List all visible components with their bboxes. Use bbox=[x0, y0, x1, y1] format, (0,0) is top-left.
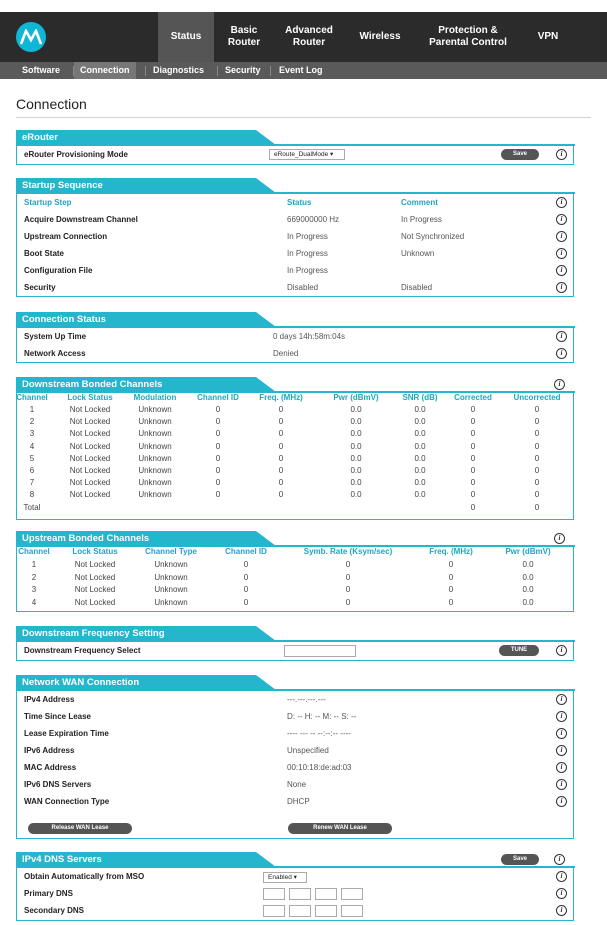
downstream-cell: 0 bbox=[215, 478, 221, 488]
downstream-cell: Not Locked bbox=[69, 453, 111, 463]
startup-comment: Disabled bbox=[401, 283, 433, 292]
info-icon[interactable]: i bbox=[554, 854, 565, 865]
downstream-cell: 0 bbox=[278, 453, 284, 463]
startup-status: In Progress bbox=[287, 232, 328, 241]
info-icon[interactable]: i bbox=[556, 796, 567, 807]
downstream-cell: 0 bbox=[534, 490, 540, 500]
table-row bbox=[17, 709, 575, 724]
downstream-total-cell: Total bbox=[23, 502, 41, 512]
info-icon[interactable]: i bbox=[554, 533, 565, 544]
erouter-section bbox=[16, 132, 574, 165]
wan-label: IPv6 DNS Servers bbox=[24, 780, 92, 789]
downstream-cell: 0 bbox=[215, 441, 221, 451]
downstream-cell: 0 bbox=[534, 453, 540, 463]
column-header: Startup Step bbox=[24, 198, 72, 207]
info-icon[interactable]: i bbox=[556, 149, 567, 160]
table-row bbox=[17, 692, 575, 707]
downstream-cell: 0 bbox=[215, 417, 221, 427]
wan-value: Unspecified bbox=[287, 746, 329, 755]
upstream-bonded-channels-section bbox=[16, 533, 574, 612]
system-up-time-label: System Up Time bbox=[24, 332, 87, 341]
table-row bbox=[17, 794, 575, 809]
downstream-cell: 0.0 bbox=[350, 490, 362, 500]
startup-sequence-section bbox=[16, 180, 574, 297]
downstream-cell: Not Locked bbox=[69, 429, 111, 439]
downstream-cell: 0 bbox=[215, 466, 221, 475]
downstream-cell: Unknown bbox=[138, 490, 172, 500]
info-icon[interactable]: i bbox=[556, 265, 567, 276]
section-title: Upstream Bonded Channels bbox=[22, 533, 150, 544]
title-divider bbox=[16, 117, 591, 118]
upstream-column-header: Freq. (MHz) bbox=[429, 547, 473, 556]
info-icon[interactable]: i bbox=[556, 779, 567, 790]
upstream-cell: 4 bbox=[31, 597, 37, 607]
downstream-column-header: Modulation bbox=[133, 393, 177, 402]
info-icon[interactable]: i bbox=[556, 762, 567, 773]
startup-comment: Unknown bbox=[401, 249, 435, 258]
downstream-cell: 0.0 bbox=[350, 466, 362, 475]
subtab-divider bbox=[217, 66, 218, 76]
secondary-dns-octet-input[interactable] bbox=[315, 905, 337, 917]
downstream-column-header: Freq. (MHz) bbox=[259, 393, 303, 402]
upstream-cell: 0 bbox=[448, 572, 454, 582]
startup-step: Configuration File bbox=[24, 266, 93, 275]
tab-status[interactable]: Status bbox=[158, 12, 214, 62]
upstream-column-header: Channel Type bbox=[145, 547, 197, 556]
downstream-cell: 0 bbox=[215, 405, 221, 414]
downstream-cell: 0 bbox=[278, 417, 284, 427]
table-row bbox=[17, 903, 575, 918]
downstream-cell: 0 bbox=[278, 405, 284, 414]
downstream-cell: Not Locked bbox=[69, 417, 111, 427]
upstream-column-header: Channel ID bbox=[225, 547, 267, 556]
downstream-cell: 4 bbox=[29, 441, 35, 451]
section-header bbox=[16, 312, 575, 327]
downstream-cell: 0.0 bbox=[414, 478, 426, 488]
downstream-cell: 0.0 bbox=[350, 478, 362, 488]
section-title: eRouter bbox=[22, 132, 58, 143]
downstream-cell: Unknown bbox=[138, 429, 172, 439]
downstream-cell: 0 bbox=[470, 478, 476, 488]
downstream-cell: 0 bbox=[534, 429, 540, 439]
downstream-cell: 7 bbox=[29, 478, 35, 488]
info-icon[interactable]: i bbox=[556, 197, 567, 208]
downstream-cell: Unknown bbox=[138, 417, 172, 427]
tab-basic-router[interactable]: Basic Router bbox=[227, 25, 261, 48]
upstream-cell: 0.0 bbox=[522, 560, 534, 569]
primary-dns-label: Primary DNS bbox=[24, 889, 73, 898]
upstream-column-header: Lock Status bbox=[72, 547, 118, 556]
section-header bbox=[16, 178, 575, 193]
secondary-dns-octet-input[interactable] bbox=[263, 905, 285, 917]
downstream-cell: 0 bbox=[278, 466, 284, 475]
wan-label: Lease Expiration Time bbox=[24, 729, 109, 738]
info-icon[interactable]: i bbox=[556, 282, 567, 293]
info-icon[interactable]: i bbox=[556, 905, 567, 916]
erouter-save-button[interactable]: Save bbox=[501, 149, 539, 160]
upstream-cell: Not Locked bbox=[74, 572, 116, 582]
tab-protection-parental-control[interactable]: Protection & Parental Control bbox=[429, 25, 507, 48]
downstream-cell: 0.0 bbox=[350, 429, 362, 439]
downstream-total-cell: 0 bbox=[470, 502, 476, 512]
motorola-logo-icon[interactable] bbox=[16, 22, 46, 52]
upstream-column-header: Symb. Rate (Ksym/sec) bbox=[303, 547, 393, 556]
tab-vpn[interactable]: VPN bbox=[537, 31, 559, 42]
downstream-column-header: Pwr (dBmV) bbox=[333, 393, 379, 402]
downstream-frequency-input[interactable] bbox=[284, 645, 356, 657]
startup-comment: In Progress bbox=[401, 215, 442, 224]
info-icon[interactable]: i bbox=[556, 711, 567, 722]
info-icon[interactable]: i bbox=[554, 379, 565, 390]
downstream-cell: Unknown bbox=[138, 466, 172, 475]
downstream-cell: 0.0 bbox=[350, 417, 362, 427]
upstream-cell: 0.0 bbox=[522, 585, 534, 594]
downstream-cell: 0.0 bbox=[350, 405, 362, 414]
secondary-dns-label: Secondary DNS bbox=[24, 906, 85, 915]
upstream-cell: Not Locked bbox=[74, 597, 116, 607]
section-header bbox=[16, 852, 575, 867]
info-icon[interactable]: i bbox=[556, 331, 567, 342]
column-header: Status bbox=[287, 198, 312, 207]
downstream-column-header: SNR (dB) bbox=[402, 393, 438, 402]
info-icon[interactable]: i bbox=[556, 888, 567, 899]
downstream-cell: 0 bbox=[278, 441, 284, 451]
downstream-cell: 0 bbox=[470, 429, 476, 439]
renew-wan-lease-button[interactable]: Renew WAN Lease bbox=[288, 823, 392, 834]
subtab-connection[interactable]: Connection bbox=[74, 62, 136, 79]
upstream-cell: 0 bbox=[243, 572, 249, 582]
subtab-divider bbox=[270, 66, 271, 76]
info-icon[interactable]: i bbox=[556, 231, 567, 242]
subtab-software[interactable]: Software bbox=[22, 65, 61, 75]
upstream-cell: Unknown bbox=[154, 597, 188, 607]
downstream-cell: 0 bbox=[470, 453, 476, 463]
downstream-cell: 0.0 bbox=[414, 417, 426, 427]
downstream-cell: 0 bbox=[534, 478, 540, 488]
section-title: Downstream Bonded Channels bbox=[22, 379, 163, 390]
connection-status-section bbox=[16, 314, 574, 363]
downstream-cell: 0.0 bbox=[414, 466, 426, 475]
downstream-frequency-section bbox=[16, 628, 574, 661]
secondary-dns-octet-input[interactable] bbox=[341, 905, 363, 917]
primary-dns-octet-input[interactable] bbox=[315, 888, 337, 900]
system-up-time-value: 0 days 14h:58m:04s bbox=[273, 332, 346, 341]
info-icon[interactable]: i bbox=[556, 348, 567, 359]
info-icon[interactable]: i bbox=[556, 745, 567, 756]
info-icon[interactable]: i bbox=[556, 871, 567, 882]
startup-step: Boot State bbox=[24, 249, 64, 258]
startup-step: Security bbox=[24, 283, 56, 292]
upstream-cell: Unknown bbox=[154, 560, 188, 569]
startup-status: Disabled bbox=[287, 283, 319, 292]
downstream-cell: 0 bbox=[278, 478, 284, 488]
info-icon[interactable]: i bbox=[556, 645, 567, 656]
upstream-column-header: Pwr (dBmV) bbox=[505, 547, 551, 556]
section-title: Connection Status bbox=[22, 314, 106, 325]
table-row bbox=[17, 346, 575, 361]
primary-dns-octet-input[interactable] bbox=[263, 888, 285, 900]
downstream-cell: Not Locked bbox=[69, 490, 111, 500]
info-icon[interactable]: i bbox=[556, 248, 567, 259]
downstream-cell: 0 bbox=[278, 429, 284, 439]
network-access-label: Network Access bbox=[24, 349, 86, 358]
downstream-cell: 0 bbox=[215, 453, 221, 463]
wan-value: DHCP bbox=[287, 797, 310, 806]
startup-status: In Progress bbox=[287, 266, 328, 275]
wan-label: Time Since Lease bbox=[24, 712, 91, 721]
downstream-cell: 0 bbox=[470, 417, 476, 427]
table-row bbox=[17, 726, 575, 741]
downstream-cell: 0.0 bbox=[414, 405, 426, 414]
table-row bbox=[17, 869, 575, 884]
wan-label: WAN Connection Type bbox=[24, 797, 110, 806]
upstream-cell: 0 bbox=[243, 585, 249, 594]
downstream-cell: 0.0 bbox=[414, 441, 426, 451]
page-title: Connection bbox=[16, 96, 87, 112]
downstream-cell: Not Locked bbox=[69, 478, 111, 488]
downstream-cell: 0 bbox=[470, 441, 476, 451]
wan-value: ---.---.---.--- bbox=[287, 695, 326, 704]
upstream-cell: 0 bbox=[243, 560, 249, 569]
info-icon[interactable]: i bbox=[556, 694, 567, 705]
table-row bbox=[17, 263, 575, 278]
subtab-divider bbox=[145, 66, 146, 76]
upstream-cell: 0.0 bbox=[522, 572, 534, 582]
section-title: Downstream Frequency Setting bbox=[22, 628, 165, 639]
table-row bbox=[17, 229, 575, 244]
downstream-cell: Unknown bbox=[138, 441, 172, 451]
upstream-cell: 0 bbox=[448, 597, 454, 607]
startup-comment: Not Synchronized bbox=[401, 232, 465, 241]
info-icon[interactable]: i bbox=[556, 728, 567, 739]
ipv4-dns-section bbox=[16, 854, 574, 921]
downstream-cell: 0 bbox=[215, 490, 221, 500]
downstream-cell: Not Locked bbox=[69, 466, 111, 475]
downstream-cell: 8 bbox=[29, 490, 35, 500]
top-nav-bar bbox=[0, 12, 607, 62]
subtab-security[interactable]: Security bbox=[225, 65, 261, 75]
table-row bbox=[17, 329, 575, 344]
downstream-column-header: Channel bbox=[16, 393, 48, 402]
downstream-cell: 0 bbox=[534, 405, 540, 414]
upstream-cell: 0 bbox=[345, 597, 351, 607]
section-title: IPv4 DNS Servers bbox=[22, 854, 102, 865]
section-title: Network WAN Connection bbox=[22, 677, 140, 688]
downstream-cell: 3 bbox=[29, 429, 35, 439]
startup-header-row bbox=[17, 195, 575, 210]
downstream-bonded-channels-section bbox=[16, 379, 574, 520]
tune-button[interactable]: TUNE bbox=[499, 645, 539, 656]
table-row bbox=[17, 212, 575, 227]
downstream-cell: 0.0 bbox=[414, 429, 426, 439]
erouter-provisioning-mode-label: eRouter Provisioning Mode bbox=[24, 150, 129, 159]
wan-label: MAC Address bbox=[24, 763, 77, 772]
wan-value: None bbox=[287, 780, 307, 789]
downstream-cell: Unknown bbox=[138, 478, 172, 488]
startup-status: In Progress bbox=[287, 249, 328, 258]
primary-dns-octet-input[interactable] bbox=[341, 888, 363, 900]
dns-save-button[interactable]: Save bbox=[501, 854, 539, 865]
section-header bbox=[16, 675, 575, 690]
downstream-cell: Unknown bbox=[138, 453, 172, 463]
info-icon[interactable]: i bbox=[556, 214, 567, 225]
table-row bbox=[17, 280, 575, 295]
upstream-cell: 0 bbox=[448, 560, 454, 569]
column-header: Comment bbox=[401, 198, 438, 207]
release-wan-lease-button[interactable]: Release WAN Lease bbox=[28, 823, 132, 834]
table-row bbox=[17, 760, 575, 775]
wan-value: ---- --- -- --:--:-- ---- bbox=[287, 729, 351, 738]
downstream-cell: 0 bbox=[534, 466, 540, 475]
downstream-cell: 2 bbox=[29, 417, 35, 427]
section-header bbox=[16, 531, 575, 546]
downstream-column-header: Lock Status bbox=[67, 393, 113, 402]
upstream-cell: 0.0 bbox=[522, 597, 534, 607]
upstream-cell: 0 bbox=[345, 560, 351, 569]
downstream-frequency-label: Downstream Frequency Select bbox=[24, 646, 141, 655]
network-wan-section bbox=[16, 677, 574, 839]
table-row bbox=[17, 743, 575, 758]
downstream-cell: 0.0 bbox=[414, 490, 426, 500]
tab-wireless[interactable]: Wireless bbox=[359, 31, 401, 42]
upstream-cell: Unknown bbox=[154, 572, 188, 582]
secondary-dns-octet-input[interactable] bbox=[289, 905, 311, 917]
downstream-column-header: Channel ID bbox=[197, 393, 239, 402]
section-header bbox=[16, 626, 575, 641]
upstream-cell: Not Locked bbox=[74, 585, 116, 594]
table-row bbox=[17, 246, 575, 261]
downstream-cell: 0 bbox=[278, 490, 284, 500]
subtab-diagnostics[interactable]: Diagnostics bbox=[153, 65, 205, 75]
downstream-cell: 0 bbox=[470, 466, 476, 475]
downstream-column-header: Uncorrected bbox=[513, 393, 561, 402]
downstream-cell: 0.0 bbox=[414, 453, 426, 463]
downstream-cell: 0 bbox=[215, 429, 221, 439]
network-access-value: Denied bbox=[273, 349, 299, 358]
downstream-cell: Unknown bbox=[138, 405, 172, 414]
startup-status: 669000000 Hz bbox=[287, 215, 340, 224]
downstream-column-header: Corrected bbox=[454, 393, 492, 402]
erouter-mode-select[interactable]: eRoute_DualMode ▾ bbox=[269, 149, 345, 160]
downstream-cell: Not Locked bbox=[69, 441, 111, 451]
wan-value: 00:10:18:de:ad:03 bbox=[287, 763, 352, 772]
upstream-cell: 0 bbox=[243, 597, 249, 607]
sub-nav-bar bbox=[0, 62, 607, 79]
upstream-column-header: Channel bbox=[18, 547, 50, 556]
startup-step: Acquire Downstream Channel bbox=[24, 215, 138, 224]
subtab-event-log[interactable]: Event Log bbox=[279, 65, 323, 75]
downstream-cell: 0 bbox=[534, 441, 540, 451]
table-row bbox=[17, 886, 575, 901]
upstream-cell: 1 bbox=[31, 560, 37, 569]
downstream-cell: 0 bbox=[534, 417, 540, 427]
upstream-cell: 2 bbox=[31, 572, 37, 582]
upstream-cell: 0 bbox=[345, 585, 351, 594]
obtain-automatically-select[interactable]: Enabled ▾ bbox=[263, 872, 307, 883]
downstream-cell: 0.0 bbox=[350, 441, 362, 451]
tab-advanced-router[interactable]: Advanced Router bbox=[285, 25, 333, 48]
downstream-cell: 5 bbox=[29, 453, 35, 463]
wan-label: IPv4 Address bbox=[24, 695, 75, 704]
upstream-cell: Unknown bbox=[154, 585, 188, 594]
upstream-cell: Not Locked bbox=[74, 560, 116, 569]
downstream-cell: 1 bbox=[29, 405, 35, 414]
downstream-cell: 0.0 bbox=[350, 453, 362, 463]
section-title: Startup Sequence bbox=[22, 180, 103, 191]
downstream-cell: 0 bbox=[470, 490, 476, 500]
table-row bbox=[17, 777, 575, 792]
startup-step: Upstream Connection bbox=[24, 232, 108, 241]
downstream-cell: 0 bbox=[470, 405, 476, 414]
upstream-cell: 0 bbox=[345, 572, 351, 582]
upstream-cell: 3 bbox=[31, 585, 37, 594]
downstream-cell: 6 bbox=[29, 466, 35, 475]
obtain-automatically-label: Obtain Automatically from MSO bbox=[24, 872, 145, 881]
wan-value: D: -- H: -- M: -- S: -- bbox=[287, 712, 357, 721]
section-header bbox=[16, 377, 575, 392]
primary-dns-octet-input[interactable] bbox=[289, 888, 311, 900]
downstream-cell: Not Locked bbox=[69, 405, 111, 414]
wan-label: IPv6 Address bbox=[24, 746, 75, 755]
downstream-total-cell: 0 bbox=[534, 502, 540, 512]
section-header bbox=[16, 130, 575, 145]
upstream-cell: 0 bbox=[448, 585, 454, 594]
